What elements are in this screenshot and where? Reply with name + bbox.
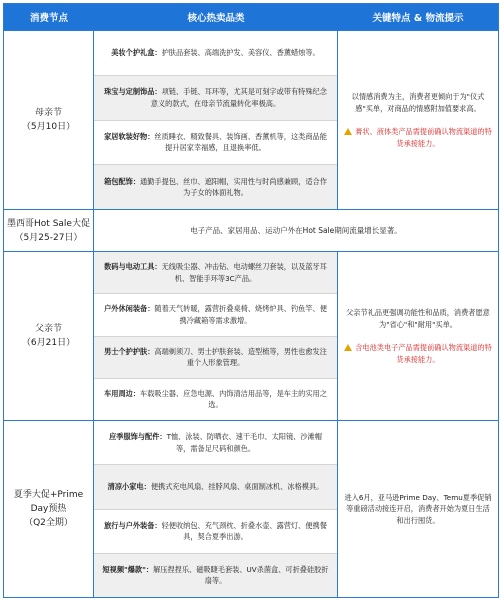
table-row [4, 420, 498, 597]
note-text: 以情感消费为主，消费者更倾向于为"仪式感"买单，对商品的情感附加值要求高。 [351, 92, 485, 113]
categories-cell [94, 252, 338, 420]
categories-cell [94, 421, 338, 597]
category-item: 男士个护护肤：高端剃须刀、男士护肤套装、造型梳等，男性也愈发注重个人形象管理。 [94, 337, 337, 379]
node-cell [4, 210, 94, 251]
category-item: 清凉小家电：便携式充电风扇、挂脖风扇、桌面制冰机、冰格模具。 [94, 465, 337, 509]
node-date: （6月21日） [21, 338, 76, 348]
note-text: 父亲节礼品更强调功能性和品质，消费者愿意为"省心"和"耐用"买单。 [346, 308, 490, 329]
header-notes: 关键特点 & 物流提示 [372, 13, 464, 24]
node-date: （5月25-27日） [14, 232, 83, 243]
node-name: 墨西哥Hot Sale大促 [7, 218, 90, 229]
header-node: 消费节点 [29, 13, 68, 24]
category-item: 美妆个护礼盒：护肤品套装、高端洗护发、美容仪、香薰蜡烛等。 [94, 31, 337, 76]
node-cell [4, 421, 94, 597]
category-item: 珠宝与定制饰品：项链、手链、耳环等，尤其是可刻字或带有特殊纪念意义的款式，在母亲节流量转化率极高。 [94, 76, 337, 121]
category-item: 短视频"爆款"：解压捏捏乐、磁吸睫毛套装、UV杀菌盒、可折叠硅胶折扇等。 [94, 554, 337, 597]
node-name: 夏季大促+Prime Day预热 [13, 490, 84, 514]
node-date: （Q2全期） [24, 518, 73, 528]
merged-cell: 电子产品、家居用品、运动户外在Hot Sale期间流量增长显著。 [190, 226, 402, 235]
category-item: 应季服饰与配件：T恤、泳装、防晒衣、速干毛巾、太阳镜、沙滩帽等，需备足尺码和颜色。 [94, 421, 337, 465]
notes-cell [338, 421, 498, 597]
node-name: 母亲节 [34, 108, 62, 118]
warning-text: 含电池类电子产品需提前确认物流渠道的特货承接能力。 [344, 342, 492, 365]
category-item: 旅行与户外装备：轻便收纳包、充气颈枕、折叠水壶、露营灯、便携餐具，契合夏季出游。 [94, 510, 337, 554]
notes-cell [338, 252, 498, 420]
category-item: 箱包配饰：通勤手提包、丝巾、遮阳帽，实用性与时尚感兼顾，适合作为子女的体面礼物。 [94, 165, 337, 209]
warning-icon [344, 128, 352, 135]
node-cell [4, 252, 94, 420]
node-cell [4, 31, 94, 209]
notes-cell [338, 31, 498, 209]
note-text: 进入6月，亚马逊Prime Day、Temu夏季促销等重磅活动接连开启，消费者开始为夏日生活和出行囤货。 [344, 492, 492, 525]
category-item: 户外休闲装备：随着天气转暖，露营折叠桌椅、烧烤炉具、钓鱼竿、便携冷藏箱等需求激增。 [94, 294, 337, 336]
node-date: （5月10日） [21, 122, 76, 132]
node-name: 父亲节 [34, 324, 62, 334]
category-item: 家居软装好物：丝质睡衣、精致餐具、装饰画、香薰机等，这类商品能提升居家幸福感，且退换率低。 [94, 121, 337, 166]
warning-icon [344, 344, 352, 351]
header-categories: 核心热卖品类 [187, 13, 245, 24]
warning-text: 膏状、液体类产品需提前确认物流渠道的特货承接能力。 [344, 126, 492, 149]
table-row [4, 30, 498, 209]
table-row [4, 209, 498, 251]
category-item: 数码与电动工具：无线吸尘器、冲击钻、电动螺丝刀套装，以及蓝牙耳机、智能手环等3C产品。 [94, 252, 337, 294]
categories-cell [94, 31, 338, 209]
table-header [4, 4, 498, 30]
table-row [4, 251, 498, 420]
category-item: 车用周边：车载吸尘器、应急电源、内饰清洁用品等，是车主的实用之选。 [104, 388, 327, 410]
holiday-table [3, 3, 499, 598]
